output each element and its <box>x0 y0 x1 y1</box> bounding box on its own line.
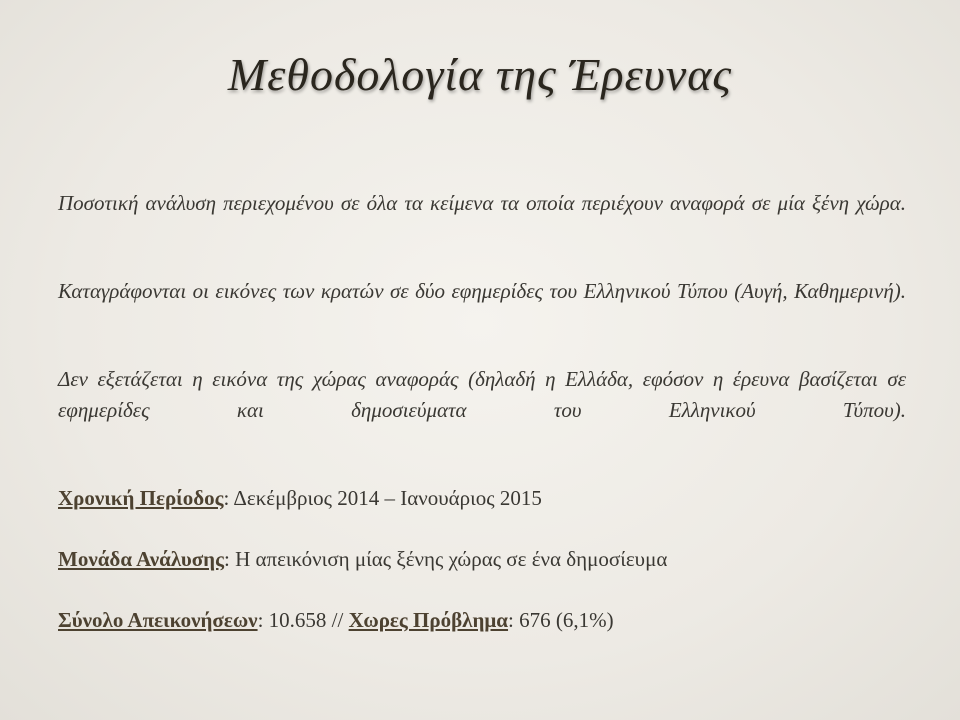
period-label: Χρονική Περίοδος <box>58 486 224 510</box>
paragraph-exclusion: Δεν εξετάζεται η εικόνα της χώρας αναφοράς (δηλαδή η Ελλάδα, εφόσον η έρευνα βασίζεται σε εφημερίδες και δημοσιεύματα του Ελληνικού Τύπου). <box>58 367 906 422</box>
unit-value: : Η απεικόνιση μίας ξένης χώρας σε ένα δημοσίευμα <box>223 547 668 571</box>
problem-value: : 676 (6,1%) <box>508 608 614 632</box>
problem-label: Χωρες Πρόβλημα <box>348 608 509 632</box>
fact-total <box>58 605 906 636</box>
period-value: : Δεκέμβριος 2014 – Ιανουάριος 2015 <box>223 486 542 510</box>
paragraph-method: Ποσοτική ανάλυση περιεχομένου σε όλα τα κείμενα τα οποία περιέχουν αναφορά σε μία ξένη χώρα. <box>58 191 906 215</box>
fact-period <box>58 483 906 514</box>
total-label: Σύνολο Απεικονήσεων <box>58 608 258 632</box>
fact-unit <box>58 544 906 575</box>
slide-content <box>58 188 906 666</box>
paragraph-newspapers: Καταγράφονται οι εικόνες των κρατών σε δύο εφημερίδες του Ελληνικού Τύπου (Αυγή, Καθημερινή). <box>58 279 906 303</box>
slide-title: Μεθοδολογία της Έρευνας <box>227 49 733 100</box>
total-value: : 10.658 // <box>257 608 349 632</box>
unit-label: Μονάδα Ανάλυσης <box>58 547 224 571</box>
